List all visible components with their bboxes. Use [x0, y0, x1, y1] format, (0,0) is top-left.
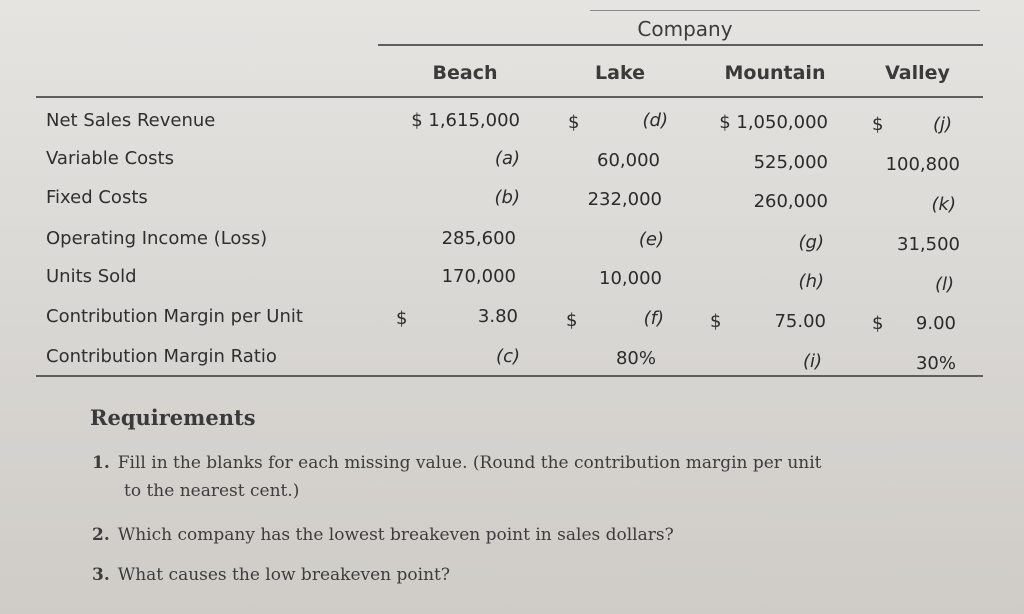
- cell-beach-variable-costs: (a): [494, 148, 520, 169]
- dollar-sign: $: [568, 112, 580, 133]
- header-underline: [36, 96, 983, 98]
- cell-mountain-cm-per-unit: 75.00: [774, 311, 826, 332]
- requirement-text: What causes the low breakeven point?: [117, 565, 450, 585]
- requirement-text: Fill in the blanks for each missing value. (Round the contribution margin per unit: [117, 453, 822, 473]
- cell-lake-units-sold: 10,000: [599, 268, 662, 289]
- cell-beach-operating-income: 285,600: [441, 228, 516, 249]
- cell-mountain-fixed-costs: 260,000: [753, 191, 828, 212]
- cell-valley-net-sales: (j): [932, 114, 952, 135]
- requirement-1-continued: [124, 481, 299, 501]
- row-label-operating-income: Operating Income (Loss): [46, 228, 268, 249]
- dollar-sign: $: [566, 310, 578, 331]
- cell-lake-net-sales: (d): [642, 110, 668, 131]
- row-label-variable-costs: Variable Costs: [46, 148, 174, 169]
- cell-mountain-variable-costs: 525,000: [753, 152, 828, 173]
- cell-beach-cm-ratio: (c): [496, 346, 520, 367]
- requirement-text: Which company has the lowest breakeven point in sales dollars?: [117, 525, 674, 545]
- row-label-cm-per-unit: Contribution Margin per Unit: [46, 306, 303, 327]
- cell-beach-cm-per-unit: 3.80: [477, 306, 518, 327]
- column-header-beach: Beach: [432, 62, 498, 84]
- requirement-1: [92, 453, 822, 473]
- cell-valley-units-sold: (l): [934, 274, 954, 295]
- cell-beach-net-sales: $ 1,615,000: [411, 110, 520, 131]
- column-header-mountain: Mountain: [724, 62, 826, 84]
- dollar-sign: $: [872, 114, 884, 135]
- dollar-sign: $: [710, 311, 722, 332]
- requirements-title: Requirements: [90, 405, 256, 430]
- cell-lake-cm-per-unit: (f): [643, 308, 664, 329]
- row-label-net-sales: Net Sales Revenue: [46, 110, 216, 131]
- dollar-sign: $: [396, 308, 408, 329]
- cell-valley-fixed-costs: (k): [931, 194, 956, 215]
- column-header-valley: Valley: [885, 62, 950, 84]
- table-bottom-rule: [36, 375, 983, 377]
- column-header-lake: Lake: [595, 62, 645, 84]
- row-label-units-sold: Units Sold: [46, 266, 137, 287]
- requirement-number: 3.: [92, 565, 110, 585]
- company-group-header: Company: [637, 17, 733, 41]
- requirement-2: [92, 525, 674, 545]
- cell-valley-cm-per-unit: 9.00: [915, 313, 956, 334]
- cell-mountain-units-sold: (h): [798, 271, 824, 292]
- cell-mountain-cm-ratio: (i): [802, 351, 822, 372]
- cell-lake-cm-ratio: 80%: [615, 348, 656, 369]
- cell-mountain-operating-income: (g): [798, 232, 824, 253]
- top-rule: [590, 10, 980, 11]
- cell-valley-cm-ratio: 30%: [915, 353, 956, 374]
- cell-beach-fixed-costs: (b): [494, 187, 520, 208]
- cell-valley-operating-income: 31,500: [897, 234, 960, 255]
- requirement-3: [92, 565, 450, 585]
- row-label-fixed-costs: Fixed Costs: [46, 187, 148, 208]
- requirement-number: 2.: [92, 525, 110, 545]
- company-underline: [378, 44, 983, 46]
- cell-beach-units-sold: 170,000: [441, 266, 516, 287]
- cell-lake-operating-income: (e): [638, 229, 664, 250]
- cell-mountain-net-sales: $ 1,050,000: [719, 112, 828, 133]
- cell-lake-fixed-costs: 232,000: [587, 189, 662, 210]
- dollar-sign: $: [872, 313, 884, 334]
- requirement-number: 1.: [92, 453, 110, 473]
- cell-valley-variable-costs: 100,800: [885, 154, 960, 175]
- cell-lake-variable-costs: 60,000: [597, 150, 660, 171]
- row-label-cm-ratio: Contribution Margin Ratio: [46, 346, 277, 367]
- requirement-text: to the nearest cent.): [124, 481, 300, 501]
